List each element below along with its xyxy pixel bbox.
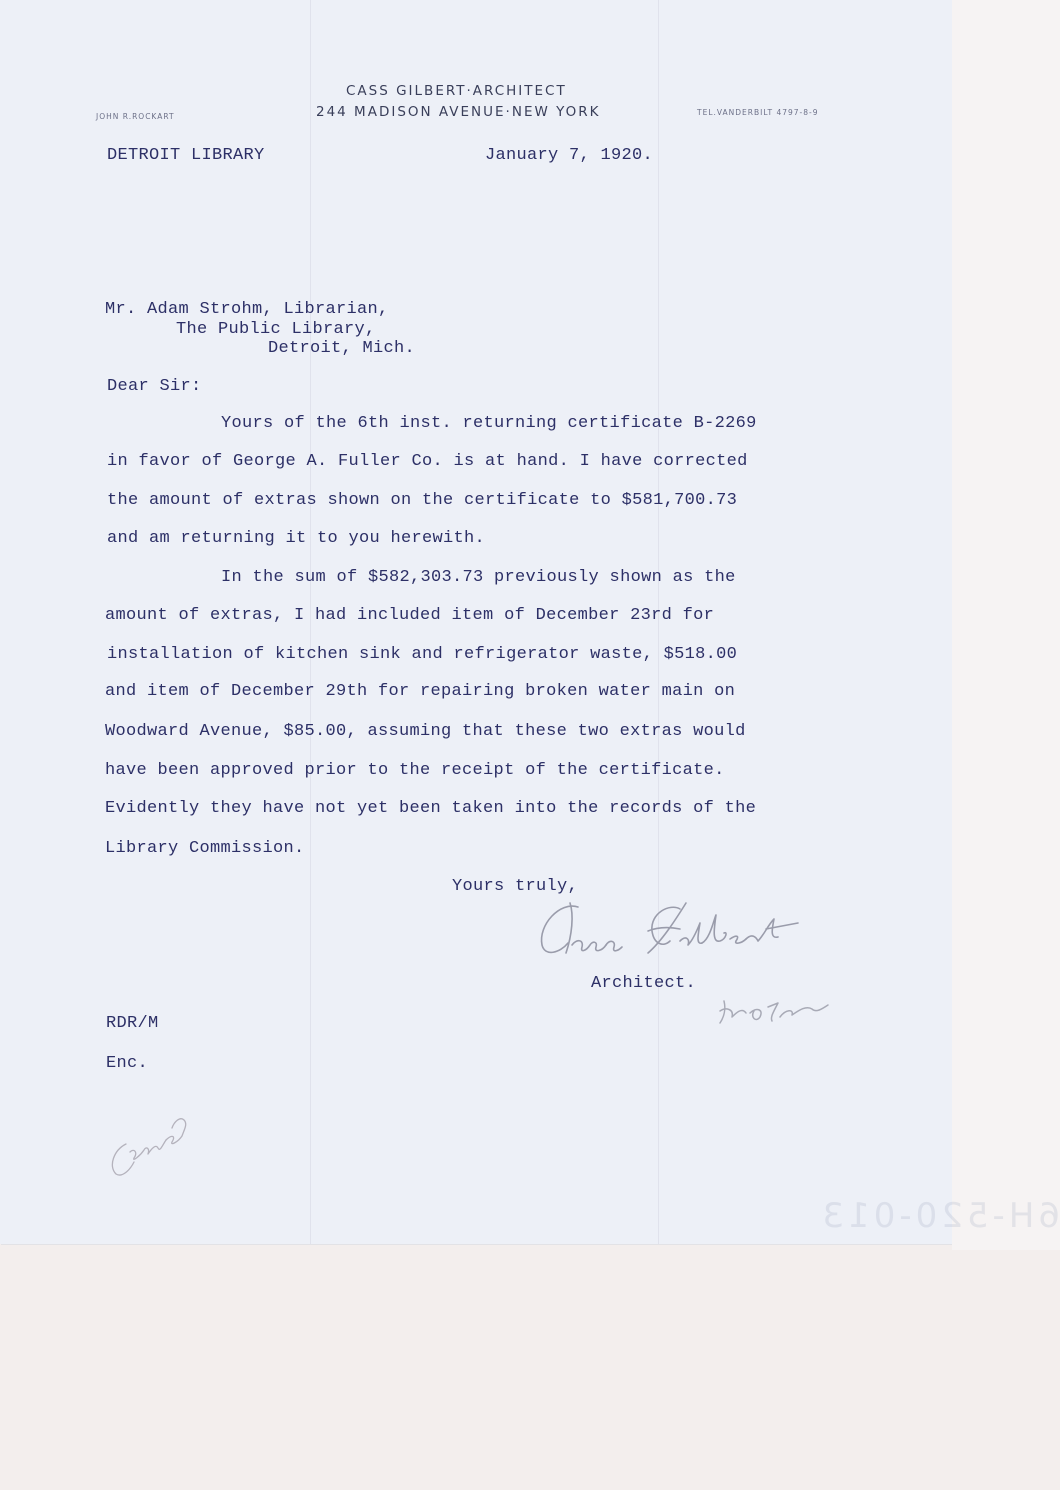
recipient-line-2: The Public Library, bbox=[176, 320, 376, 339]
pencil-mark-image bbox=[100, 1100, 195, 1185]
body-line: Woodward Avenue, $85.00, assuming that these two extras would bbox=[105, 722, 746, 741]
body-line: the amount of extras shown on the certificate to $581,700.73 bbox=[107, 491, 738, 510]
recipient-line-1: Mr. Adam Strohm, Librarian, bbox=[105, 300, 389, 319]
body-line: in favor of George A. Fuller Co. is at hand. I have corrected bbox=[107, 452, 748, 471]
body-line: Yours of the 6th inst. returning certificate B-2269 bbox=[221, 414, 757, 433]
signature-image bbox=[530, 895, 810, 965]
project-name: DETROIT LIBRARY bbox=[107, 146, 265, 165]
enclosure-note: Enc. bbox=[106, 1054, 149, 1073]
body-line: amount of extras, I had included item of December 23rd for bbox=[105, 606, 715, 625]
closing: Yours truly, bbox=[452, 877, 579, 896]
handwritten-initials-image bbox=[716, 995, 834, 1027]
body-line: Library Commission. bbox=[105, 839, 305, 858]
letterhead-title: CASS GILBERT·ARCHITECT bbox=[346, 83, 567, 99]
letterhead-left-name: JOHN R.ROCKART bbox=[96, 112, 175, 121]
salutation: Dear Sir: bbox=[107, 377, 202, 396]
letter-date: January 7, 1920. bbox=[485, 146, 654, 165]
body-line: installation of kitchen sink and refrigerator waste, $518.00 bbox=[107, 645, 738, 664]
letterhead-phone: TEL.VANDERBILT 4797-8-9 bbox=[697, 108, 819, 117]
body-line: have been approved prior to the receipt of the certificate. bbox=[105, 761, 725, 780]
archive-stamp: 6H-520-013 bbox=[818, 1196, 1060, 1236]
background-strip bbox=[952, 0, 1060, 1250]
recipient-line-3: Detroit, Mich. bbox=[268, 339, 416, 358]
reference-initials: RDR/M bbox=[106, 1014, 159, 1033]
signer-title: Architect. bbox=[591, 974, 697, 993]
body-line: and am returning it to you herewith. bbox=[107, 529, 486, 548]
letterhead-address: 244 MADISON AVENUE·NEW YORK bbox=[316, 104, 601, 120]
body-line: In the sum of $582,303.73 previously shown as the bbox=[221, 568, 736, 587]
body-line: and item of December 29th for repairing broken water main on bbox=[105, 682, 736, 701]
body-line: Evidently they have not yet been taken into the records of the bbox=[105, 799, 757, 818]
